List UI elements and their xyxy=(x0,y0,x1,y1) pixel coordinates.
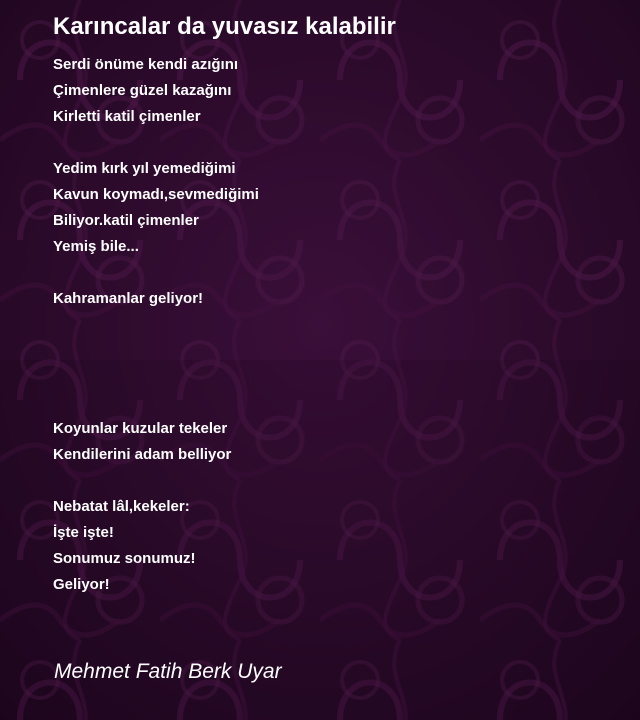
poem-line: Çimenlere güzel kazağını xyxy=(53,82,232,99)
poem-line: Sonumuz sonumuz! xyxy=(53,550,196,567)
poem-line: Nebatat lâl,kekeler: xyxy=(53,498,190,515)
poem-line: Serdi önüme kendi azığını xyxy=(53,56,239,73)
poem-line: Yemiş bile... xyxy=(53,238,139,255)
poem-line: Koyunlar kuzular tekeler xyxy=(53,420,228,437)
poem-line: Kavun koymadı,sevmediğimi xyxy=(53,186,259,203)
poem-line: Kahramanlar geliyor! xyxy=(53,290,204,307)
poem-author: Mehmet Fatih Berk Uyar xyxy=(54,660,282,683)
poem-line: Kendilerini adam belliyor xyxy=(53,446,232,463)
poem-line: Geliyor! xyxy=(53,576,110,593)
stanza-break xyxy=(53,312,259,416)
stanza-break xyxy=(53,260,259,286)
poem-title: Karıncalar da yuvasız kalabilir xyxy=(53,13,396,40)
poem-body xyxy=(53,52,259,598)
stanza-break xyxy=(53,130,259,156)
stanza-break xyxy=(53,468,259,494)
poem-line: Kirletti katil çimenler xyxy=(53,108,201,125)
poem-line: İşte işte! xyxy=(53,524,114,541)
poem-line: Yedim kırk yıl yemediğimi xyxy=(53,160,236,177)
poem-line: Biliyor.katil çimenler xyxy=(53,212,199,229)
